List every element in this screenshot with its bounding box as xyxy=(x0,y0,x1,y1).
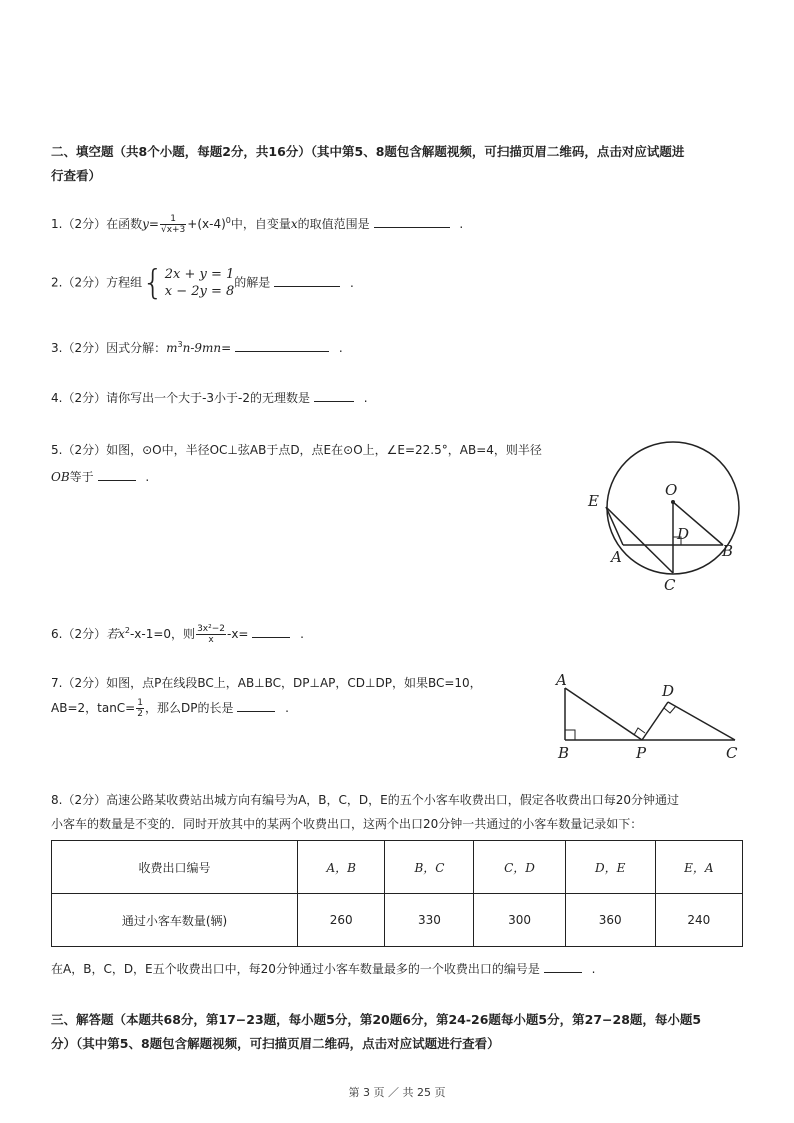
q8-after-text xyxy=(51,960,595,978)
q7-number: 7.（2分） xyxy=(51,676,107,690)
q1-y: y xyxy=(142,217,149,231)
q5-center-dot xyxy=(671,500,675,504)
section-3-title-line1: 三、解答题（本题共68分，第17−23题，每小题5分，第20题6分，第24-26题每小题5分，第27−28题，每小题5 xyxy=(51,1012,702,1027)
q1-fraction xyxy=(160,214,186,235)
q8-end: . xyxy=(591,962,596,976)
section-2-title-line2: 行查看） xyxy=(51,168,102,183)
q2-eq2: x − 2y = 8 xyxy=(164,284,235,299)
q2-eq1: 2x + y = 1 xyxy=(164,267,235,282)
q7-frac-num: 1 xyxy=(137,698,143,708)
q5-number: 5.（2分） xyxy=(51,443,107,457)
q7-fraction xyxy=(136,698,144,719)
q4-end: . xyxy=(363,391,368,405)
section-3-heading xyxy=(51,1008,701,1056)
q7-answer-blank[interactable] xyxy=(237,699,275,712)
table-col-1: B，C xyxy=(385,841,474,894)
q3-expr-a: m xyxy=(166,341,178,355)
table-row xyxy=(52,841,743,894)
question-5 xyxy=(51,441,542,486)
section-3-title-line2: 分）（其中第5、8题包含解题视频，可扫描页眉二维码，点击对应试题进行查看） xyxy=(51,1036,500,1051)
q2-post: 的解是 xyxy=(234,275,271,290)
q1-post: 的取值范围是 xyxy=(297,217,370,231)
table-value-3: 360 xyxy=(565,894,655,947)
table-value-0: 260 xyxy=(298,894,385,947)
q6-post: -x= xyxy=(227,627,249,641)
q2-answer-blank[interactable] xyxy=(274,274,340,287)
q3-number: 3.（2分） xyxy=(51,341,107,355)
q6-frac-num: 3x²−2 xyxy=(197,624,225,634)
page-footer: 第 3 页 ／ 共 25 页 xyxy=(348,1086,446,1099)
q2-number: 2.（2分） xyxy=(51,275,107,290)
table-col-2: C，D xyxy=(474,841,565,894)
q5-label-O: O xyxy=(665,481,678,499)
q5-line2-a: OB xyxy=(51,470,70,484)
q6-frac-den: x xyxy=(208,635,214,645)
q6-end: . xyxy=(300,627,304,641)
q2-brace-icon: { xyxy=(142,263,164,303)
q4-number: 4.（2分） xyxy=(51,391,107,405)
table-value-1: 330 xyxy=(385,894,474,947)
q2-system xyxy=(165,266,235,300)
q1-x: x xyxy=(290,217,298,231)
q5-label-E: E xyxy=(588,492,599,510)
q7-right-angle-D xyxy=(664,706,676,713)
section-2-heading xyxy=(51,140,684,188)
q1-answer-blank[interactable] xyxy=(374,215,450,228)
question-1 xyxy=(51,212,463,235)
q5-circle-figure xyxy=(580,432,760,597)
table-col-4: E，A xyxy=(655,841,742,894)
table-value-4: 240 xyxy=(655,894,742,947)
q8-line1: 高速公路某收费站出城方向有编号为A，B，C，D，E的五个小客车收费出口，假定各收费出口每20分钟通过 xyxy=(106,793,680,807)
q5-line1: 如图，⊙O中，半径OC⊥弦AB于点D，点E在⊙O上，∠E=22.5°，AB=4，则半径 xyxy=(106,443,542,457)
q6-mid: -x-1=0，则 xyxy=(129,627,196,641)
q7-line1: 如图，点P在线段BC上，AB⊥BC，DP⊥AP，CD⊥DP，如果BC=10， xyxy=(106,676,482,690)
q1-mid: 中，自变量 xyxy=(230,217,291,231)
q8-table xyxy=(51,840,743,947)
q1-frac-den: √x+3 xyxy=(160,225,186,235)
q2-end: . xyxy=(349,275,354,290)
q7-line2-b: ，那么DP的长是 xyxy=(144,701,234,715)
q6-number: 6.（2分） xyxy=(51,627,107,641)
table-row xyxy=(52,894,743,947)
q1-number: 1.（2分） xyxy=(51,217,107,231)
q1-pre: 在函数 xyxy=(106,217,143,231)
q7-label-B: B xyxy=(558,744,570,762)
q7-segment-AP xyxy=(565,688,642,740)
q7-frac-den: 2 xyxy=(137,709,143,719)
q7-segment-DC xyxy=(668,702,735,740)
q5-label-D: D xyxy=(677,525,690,543)
q3-expr-b: n-9mn= xyxy=(182,341,232,355)
q6-sup: 2 xyxy=(124,626,130,635)
q1-eq: = xyxy=(148,217,159,231)
q7-label-A: A xyxy=(556,671,567,689)
q7-segment-PD xyxy=(642,702,668,740)
q5-label-A: A xyxy=(611,548,622,566)
table-row-label: 通过小客车数量(辆) xyxy=(52,894,298,947)
question-7 xyxy=(51,674,482,719)
q6-fraction xyxy=(196,624,226,645)
q4-answer-blank[interactable] xyxy=(314,389,354,402)
section-2-title-line1: 二、填空题（共8个小题，每题2分，共16分）（其中第5、8题包含解题视频，可扫描页眉二维码，点击对应试题进 xyxy=(51,144,685,159)
q6-answer-blank[interactable] xyxy=(252,625,290,638)
q1-end: . xyxy=(459,217,464,231)
q8-after: 在A，B，C，D，E五个收费出口中，每20分钟通过小客车数量最多的一个收费出口的编号是 xyxy=(51,962,540,976)
q5-answer-blank[interactable] xyxy=(98,468,136,481)
q4-text: 请你写出一个大于-3小于-2的无理数是 xyxy=(106,391,311,405)
q7-label-D: D xyxy=(662,682,675,700)
q1-plus: +(x-4) xyxy=(187,217,226,231)
q5-line2-b: 等于 xyxy=(69,470,94,484)
question-6 xyxy=(51,622,304,645)
question-8 xyxy=(51,791,679,833)
q2-pre: 方程组 xyxy=(106,275,143,290)
question-2 xyxy=(51,263,354,303)
table-header-label: 收费出口编号 xyxy=(52,841,298,894)
q6-pre: 若x xyxy=(106,627,125,641)
question-3 xyxy=(51,336,343,357)
q8-number: 8.（2分） xyxy=(51,793,107,807)
q3-end: . xyxy=(338,341,343,355)
q7-right-angle-B xyxy=(565,730,575,740)
q5-label-C: C xyxy=(664,576,676,594)
table-value-2: 300 xyxy=(474,894,565,947)
q7-triangle-figure xyxy=(550,670,750,762)
q3-answer-blank[interactable] xyxy=(235,339,329,352)
q7-end: . xyxy=(285,701,289,715)
q7-label-C: C xyxy=(726,744,738,762)
q5-end: . xyxy=(145,470,150,484)
q3-pre: 因式分解： xyxy=(106,341,167,355)
q7-label-P: P xyxy=(636,744,647,762)
q8-line2: 小客车的数量是不变的．同时开放其中的某两个收费出口，这两个出口20分钟一共通过的小客车数量记录如下： xyxy=(51,817,643,831)
table-col-0: A，B xyxy=(298,841,385,894)
q8-answer-blank[interactable] xyxy=(544,960,582,973)
q7-line2-a: AB=2，tanC= xyxy=(51,701,136,715)
q5-label-B: B xyxy=(722,542,734,560)
table-col-3: D，E xyxy=(565,841,655,894)
q1-sup: 0 xyxy=(225,216,231,225)
q3-sup: 3 xyxy=(177,340,183,349)
q7-right-angle-P xyxy=(634,728,645,735)
question-4 xyxy=(51,389,368,407)
q1-frac-num: 1 xyxy=(160,214,186,225)
